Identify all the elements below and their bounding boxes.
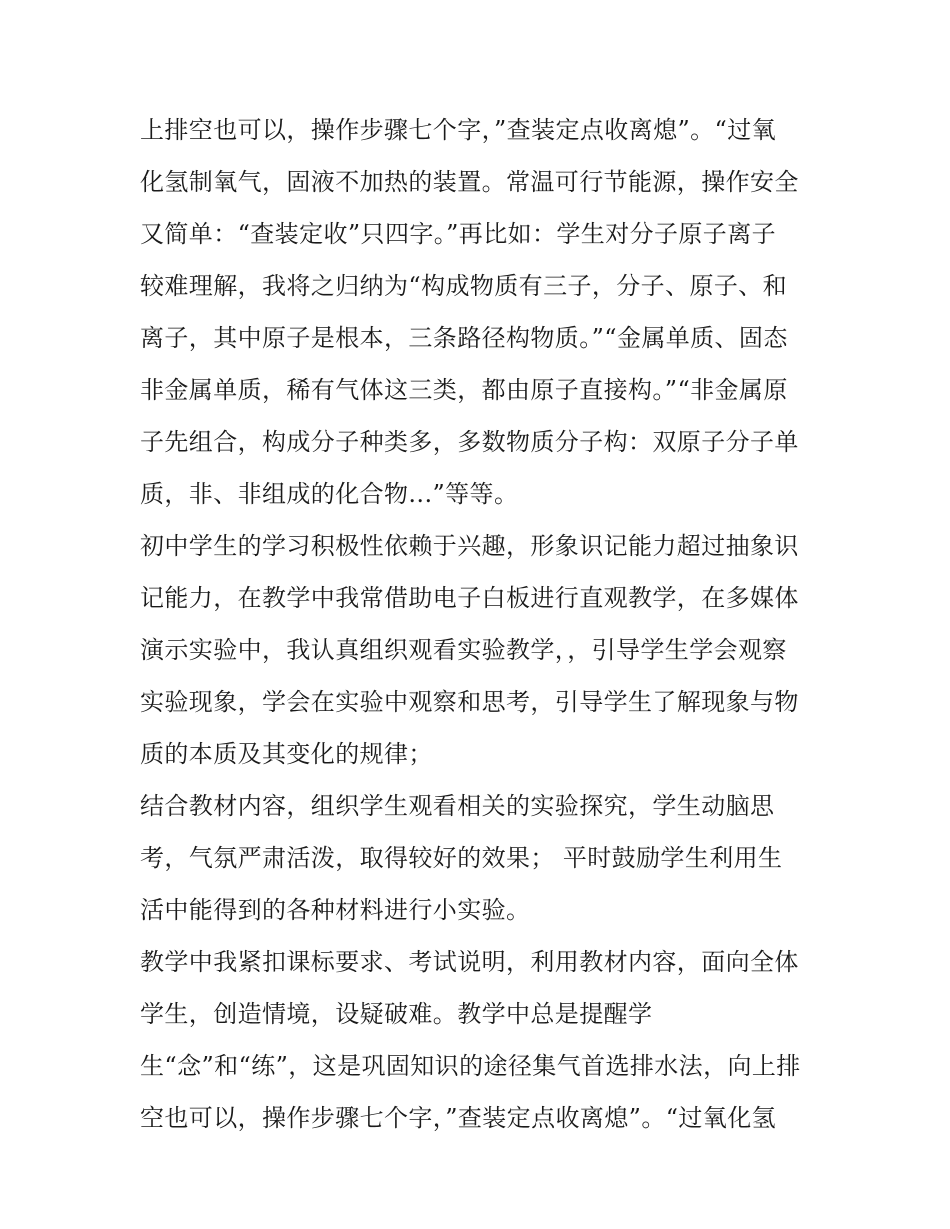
text-line: 上排空也可以，操作步骤七个字，”查装定点收离熄”。“过氧 <box>140 116 777 144</box>
text-line: 教学中我紧扣课标要求、考试说明，利用教材内容，面向全体 <box>140 948 799 976</box>
text-line: 较难理解，我将之归纳为“构成物质有三子，分子、原子、和 <box>140 272 788 300</box>
text-line: 质的本质及其变化的规律； <box>140 740 433 768</box>
text-line: 结合教材内容，组织学生观看相关的实验探究，学生动脑思 <box>140 792 775 820</box>
text-line: 又简单：“查装定收”只四字。”再比如：学生对分子原子离子 <box>140 220 777 248</box>
text-line: 初中学生的学习积极性依赖于兴趣，形象识记能力超过抽象识 <box>140 532 799 560</box>
text-line: 化氢制氧气，固液不加热的装置。常温可行节能源，操作安全 <box>140 168 799 196</box>
text-line: 演示实验中，我认真组织观看实验教学，，引导学生学会观察 <box>140 636 787 664</box>
text-line: 子先组合，构成分子种类多，多数物质分子构：双原子分子单 <box>140 428 799 456</box>
text-line: 非金属单质，稀有气体这三类，都由原子直接构。”“非金属原 <box>140 376 788 404</box>
text-line: 质，非、非组成的化合物...”等等。 <box>140 480 519 508</box>
text-line: 考，气氛严肃活泼，取得较好的效果； 平时鼓励学生利用生 <box>140 844 783 872</box>
text-line: 记能力，在教学中我常借助电子白板进行直观教学，在多媒体 <box>140 584 799 612</box>
text-line: 实验现象，学会在实验中观察和思考，引导学生了解现象与物 <box>140 688 799 716</box>
text-line: 空也可以，操作步骤七个字，”查装定点收离熄”。“过氧化氢 <box>140 1104 777 1132</box>
text-line: 学生，创造情境，设疑破难。教学中总是提醒学 <box>140 1000 653 1028</box>
document-body <box>140 104 820 1144</box>
text-line: 生“念”和“练”，这是巩固知识的途径集气首选排水法，向上排 <box>140 1052 801 1080</box>
text-line: 离子，其中原子是根本，三条路径构物质。”“金属单质、固态 <box>140 324 788 352</box>
text-line: 活中能得到的各种材料进行小实验。 <box>140 896 531 924</box>
